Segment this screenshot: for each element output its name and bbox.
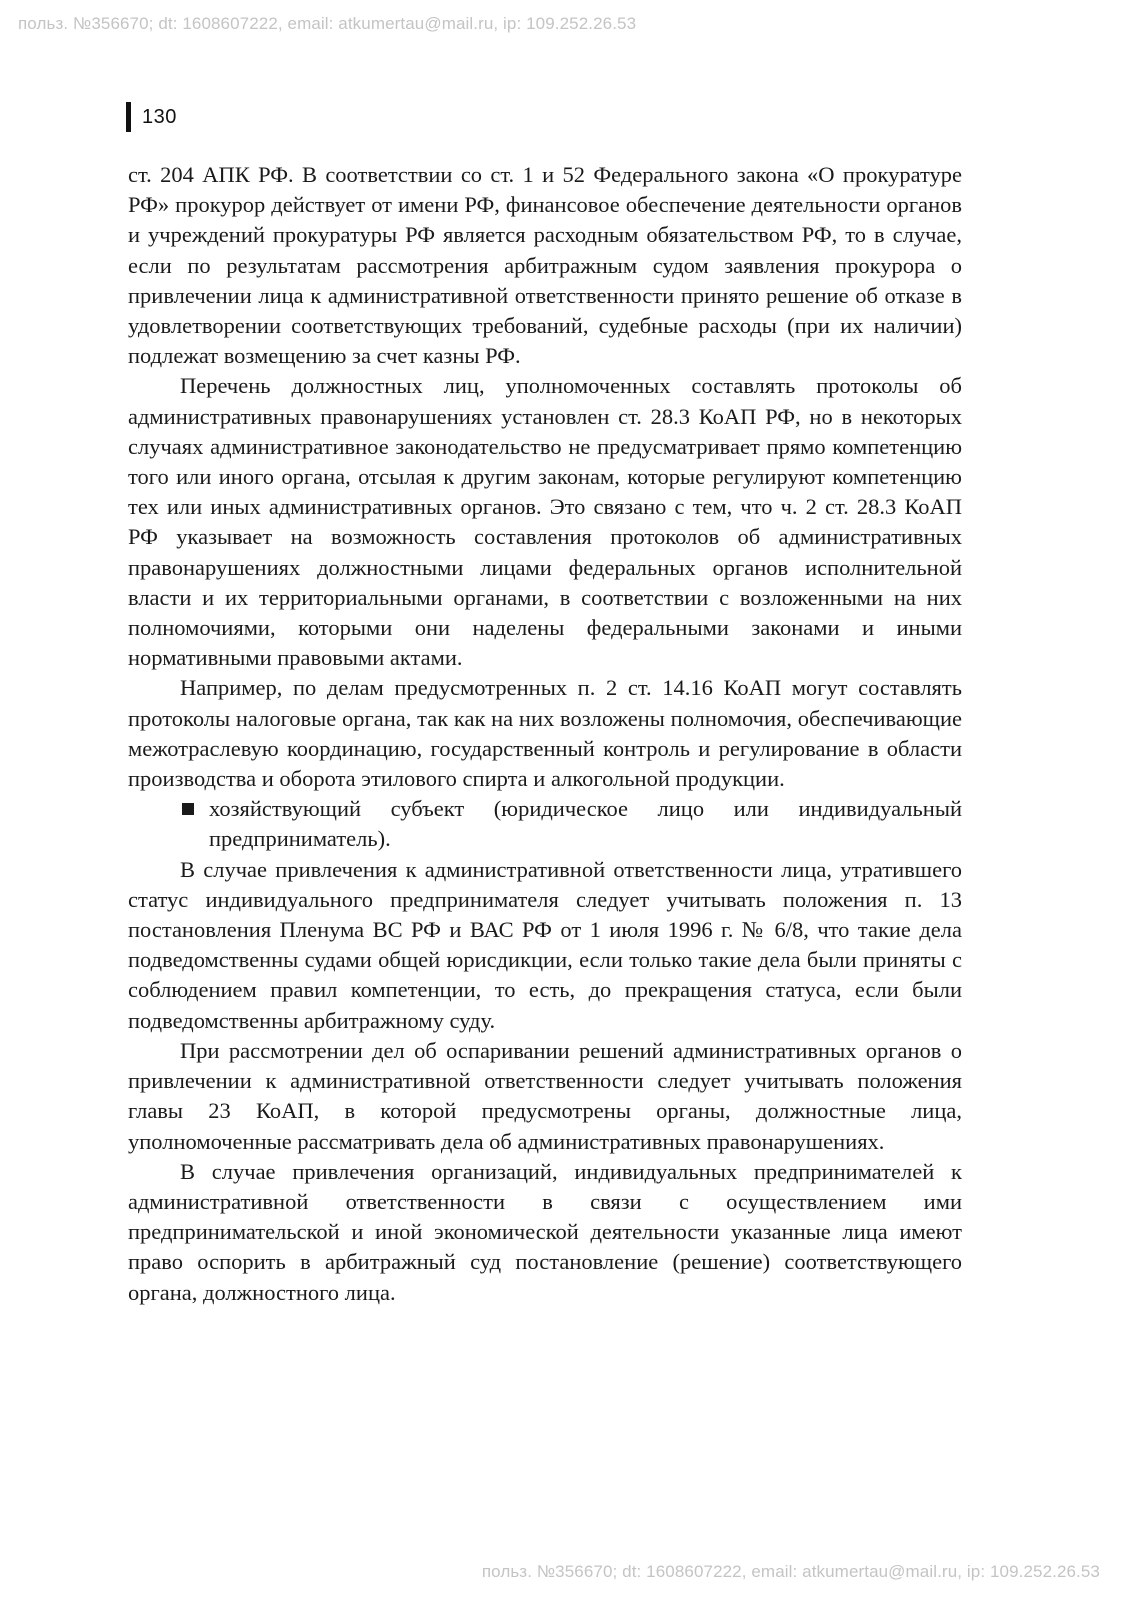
page-header <box>126 102 177 132</box>
bullet-text: хозяйствующий субъект (юридическое лицо или индивидуальный предприниматель). <box>209 796 962 852</box>
paragraph-1: ст. 204 АПК РФ. В соответствии со ст. 1 и 52 Федерального закона «О прокуратуре РФ» прокурор действует от имени РФ, финансовое обеспечение деятельности органов и учреждений прокуратуры РФ является расходным обязательством РФ, то в случае, если по результатам рассмотрения арбитражным судом заявления прокурора о привлечении лица к административной ответственности принято решение об отказе в удовлетворении соответствующих требований, судебные расходы (при их наличии) подлежат возмещению за счет казны РФ. <box>128 162 962 369</box>
watermark-top: польз. №356670; dt: 1608607222, email: atkumertau@mail.ru, ip: 109.252.26.53 <box>18 14 637 33</box>
bullet-list-item <box>182 794 962 854</box>
watermark-bottom: польз. №356670; dt: 1608607222, email: atkumertau@mail.ru, ip: 109.252.26.53 <box>481 1562 1100 1581</box>
page-number: 130 <box>142 105 177 128</box>
paragraph-5: При рассмотрении дел об оспаривании решений административных органов о привлечении к административной ответственности следует учитывать положения главы 23 КоАП, в которой предусмотрены органы, должностные лица, уполномоченные рассматривать дела об административных правонарушениях. <box>128 1037 962 1154</box>
page-body <box>128 160 962 1308</box>
paragraph-4: В случае привлечения к административной ответственности лица, утратившего статус индивидуального предпринимателя следует учитывать положения п. 13 постановления Пленума ВС РФ и ВАС РФ от 1 июля 1996 г. № 6/8, что такие дела подведомственны судами общей юрисдикции, если только такие дела были приняты с соблюдением правил компетенции, то есть, до прекращения статуса, если были подведомственны арбитражному суду. <box>128 856 962 1033</box>
paragraph-3: Например, по делам предусмотренных п. 2 ст. 14.16 КоАП могут составлять протоколы налоговые органа, так как на них возложены полномочия, обеспечивающие межотраслевую координацию, государственный контроль и регулирование в области производства и оборота этилового спирта и алкогольной продукции. <box>128 675 962 792</box>
square-bullet-icon <box>182 803 194 815</box>
paragraph-2: Перечень должностных лиц, уполномоченных составлять протоколы об административных правонарушениях установлен ст. 28.3 КоАП РФ, но в некоторых случаях административное законодательство не предусматривает прямо компетенцию того или иного органа, отсылая к другим законам, которые регулируют компетенцию тех или иных административных органов. Это связано с тем, что ч. 2 ст. 28.3 КоАП РФ указывает на возможность составления протоколов об административных правонарушениях должностными лицами федеральных органов исполнительной власти и их территориальными органами, в соответствии с возложенными на них полномочиями, которыми они наделены федеральными законами и иными нормативными правовыми актами. <box>128 373 962 671</box>
paragraph-6: В случае привлечения организаций, индивидуальных предпринимателей к административной ответственности в связи с осуществлением ими предпринимательской и иной экономической деятельности указанные лица имеют право оспорить в арбитражный суд постановление (решение) соответствующего органа, должностного лица. <box>128 1158 962 1305</box>
header-bar <box>126 102 131 132</box>
